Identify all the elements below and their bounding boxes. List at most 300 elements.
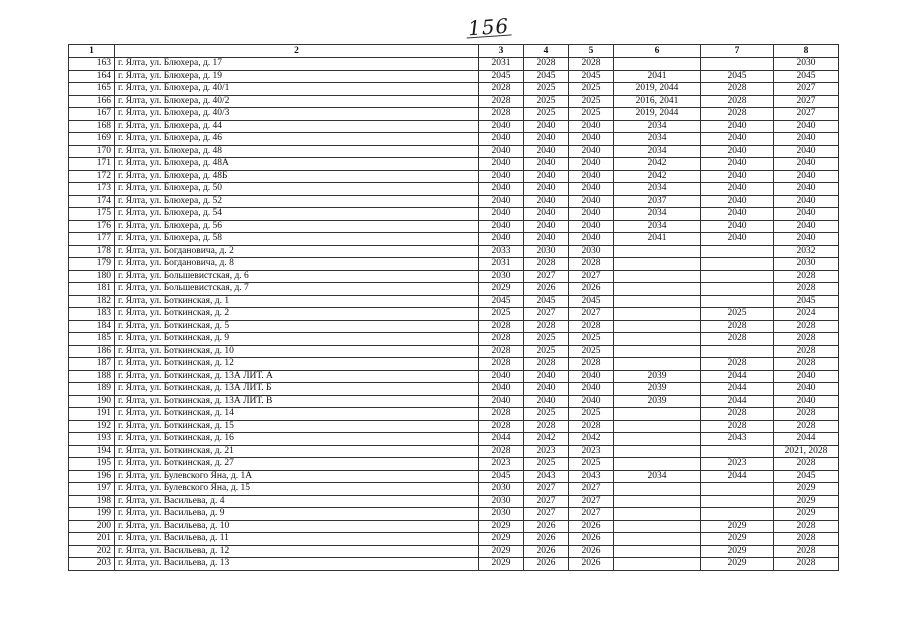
page-number: 156	[467, 13, 510, 41]
year-col-5-cell: 2028	[569, 58, 614, 71]
table-row	[69, 70, 839, 83]
year-col-5-cell: 2040	[569, 383, 614, 396]
year-col-5-cell: 2043	[569, 470, 614, 483]
year-col-5-cell: 2028	[569, 420, 614, 433]
year-col-8-cell: 2028	[774, 345, 839, 358]
year-col-6-cell: 2034	[614, 133, 701, 146]
year-col-5-cell: 2025	[569, 108, 614, 121]
year-col-4-cell: 2025	[524, 333, 569, 346]
year-col-6-cell	[614, 483, 701, 496]
year-col-7-cell	[701, 345, 774, 358]
year-col-5-cell: 2040	[569, 370, 614, 383]
address-cell: г. Ялта, ул. Блюхера, д. 48Б	[115, 170, 479, 183]
year-col-5-cell: 2040	[569, 133, 614, 146]
year-col-4-cell: 2026	[524, 545, 569, 558]
year-col-7-cell	[701, 283, 774, 296]
year-col-4-cell: 2025	[524, 345, 569, 358]
year-col-3-cell: 2040	[479, 233, 524, 246]
address-cell: г. Ялта, ул. Боткинская, д. 13А ЛИТ. А	[115, 370, 479, 383]
year-col-7-cell: 2029	[701, 558, 774, 571]
year-col-6-cell: 2041	[614, 70, 701, 83]
row-number-cell: 174	[69, 195, 115, 208]
year-col-3-cell: 2030	[479, 508, 524, 521]
year-col-8-cell: 2028	[774, 408, 839, 421]
year-col-6-cell: 2039	[614, 395, 701, 408]
year-col-3-cell: 2028	[479, 95, 524, 108]
year-col-6-cell	[614, 520, 701, 533]
address-cell: г. Ялта, ул. Васильева, д. 12	[115, 545, 479, 558]
row-number-cell: 180	[69, 270, 115, 283]
year-col-4-cell: 2040	[524, 383, 569, 396]
year-col-5-cell: 2026	[569, 545, 614, 558]
year-col-6-cell	[614, 408, 701, 421]
year-col-8-cell: 2040	[774, 158, 839, 171]
year-col-4-cell: 2026	[524, 558, 569, 571]
year-col-6-cell	[614, 245, 701, 258]
year-col-7-cell: 2043	[701, 433, 774, 446]
year-col-3-cell: 2044	[479, 433, 524, 446]
address-cell: г. Ялта, ул. Большевистская, д. 6	[115, 270, 479, 283]
table-row	[69, 370, 839, 383]
row-number-cell: 163	[69, 58, 115, 71]
table-row	[69, 358, 839, 371]
register-table	[68, 44, 839, 571]
year-col-6-cell	[614, 420, 701, 433]
year-col-8-cell: 2045	[774, 470, 839, 483]
year-col-6-cell: 2039	[614, 383, 701, 396]
year-col-8-cell: 2028	[774, 533, 839, 546]
year-col-7-cell: 2044	[701, 470, 774, 483]
year-col-4-cell: 2025	[524, 458, 569, 471]
table-row	[69, 558, 839, 571]
row-number-cell: 169	[69, 133, 115, 146]
year-col-4-cell: 2040	[524, 220, 569, 233]
table-row	[69, 320, 839, 333]
column-header: 5	[569, 45, 614, 58]
address-cell: г. Ялта, ул. Блюхера, д. 40/3	[115, 108, 479, 121]
address-cell: г. Ялта, ул. Васильева, д. 13	[115, 558, 479, 571]
year-col-4-cell: 2028	[524, 258, 569, 271]
table-row	[69, 183, 839, 196]
row-number-cell: 186	[69, 345, 115, 358]
row-number-cell: 187	[69, 358, 115, 371]
row-number-cell: 202	[69, 545, 115, 558]
table-row	[69, 208, 839, 221]
year-col-4-cell: 2027	[524, 483, 569, 496]
year-col-3-cell: 2025	[479, 308, 524, 321]
year-col-6-cell	[614, 258, 701, 271]
year-col-4-cell: 2028	[524, 358, 569, 371]
row-number-cell: 197	[69, 483, 115, 496]
year-col-6-cell	[614, 270, 701, 283]
table-row	[69, 245, 839, 258]
year-col-7-cell: 2028	[701, 408, 774, 421]
year-col-6-cell: 2034	[614, 183, 701, 196]
year-col-5-cell: 2040	[569, 395, 614, 408]
row-number-cell: 168	[69, 120, 115, 133]
year-col-3-cell: 2031	[479, 258, 524, 271]
address-cell: г. Ялта, ул. Большевистская, д. 7	[115, 283, 479, 296]
year-col-8-cell: 2027	[774, 95, 839, 108]
year-col-8-cell: 2028	[774, 333, 839, 346]
year-col-4-cell: 2045	[524, 70, 569, 83]
table-row	[69, 445, 839, 458]
year-col-3-cell: 2029	[479, 283, 524, 296]
year-col-7-cell: 2028	[701, 333, 774, 346]
year-col-7-cell: 2040	[701, 220, 774, 233]
year-col-5-cell: 2025	[569, 408, 614, 421]
year-col-5-cell: 2030	[569, 245, 614, 258]
year-col-6-cell: 2039	[614, 370, 701, 383]
year-col-4-cell: 2026	[524, 533, 569, 546]
year-col-4-cell: 2027	[524, 270, 569, 283]
address-cell: г. Ялта, ул. Блюхера, д. 54	[115, 208, 479, 221]
row-number-cell: 184	[69, 320, 115, 333]
address-cell: г. Ялта, ул. Блюхера, д. 40/1	[115, 83, 479, 96]
year-col-5-cell: 2025	[569, 458, 614, 471]
year-col-3-cell: 2029	[479, 558, 524, 571]
year-col-7-cell	[701, 445, 774, 458]
row-number-cell: 167	[69, 108, 115, 121]
year-col-7-cell	[701, 245, 774, 258]
table-row	[69, 195, 839, 208]
row-number-cell: 173	[69, 183, 115, 196]
year-col-6-cell: 2034	[614, 208, 701, 221]
year-col-3-cell: 2040	[479, 145, 524, 158]
year-col-6-cell	[614, 458, 701, 471]
table-row	[69, 383, 839, 396]
year-col-8-cell: 2030	[774, 258, 839, 271]
year-col-7-cell: 2028	[701, 320, 774, 333]
year-col-8-cell: 2028	[774, 458, 839, 471]
year-col-3-cell: 2029	[479, 520, 524, 533]
year-col-3-cell: 2028	[479, 108, 524, 121]
year-col-7-cell	[701, 270, 774, 283]
year-col-7-cell: 2040	[701, 158, 774, 171]
year-col-5-cell: 2027	[569, 495, 614, 508]
year-col-3-cell: 2030	[479, 483, 524, 496]
year-col-4-cell: 2040	[524, 395, 569, 408]
year-col-5-cell: 2040	[569, 208, 614, 221]
year-col-4-cell: 2040	[524, 370, 569, 383]
year-col-5-cell: 2027	[569, 483, 614, 496]
year-col-5-cell: 2040	[569, 170, 614, 183]
year-col-8-cell: 2028	[774, 358, 839, 371]
table-row	[69, 483, 839, 496]
year-col-6-cell: 2042	[614, 158, 701, 171]
year-col-8-cell: 2040	[774, 220, 839, 233]
year-col-8-cell: 2030	[774, 58, 839, 71]
year-col-8-cell: 2029	[774, 495, 839, 508]
row-number-cell: 170	[69, 145, 115, 158]
year-col-6-cell	[614, 495, 701, 508]
year-col-8-cell: 2040	[774, 133, 839, 146]
year-col-5-cell: 2042	[569, 433, 614, 446]
year-col-7-cell: 2028	[701, 83, 774, 96]
year-col-7-cell: 2023	[701, 458, 774, 471]
address-cell: г. Ялта, ул. Боткинская, д. 27	[115, 458, 479, 471]
year-col-8-cell: 2040	[774, 395, 839, 408]
address-cell: г. Ялта, ул. Блюхера, д. 58	[115, 233, 479, 246]
year-col-5-cell: 2045	[569, 295, 614, 308]
row-number-cell: 189	[69, 383, 115, 396]
year-col-5-cell: 2040	[569, 120, 614, 133]
table-row	[69, 133, 839, 146]
table-row	[69, 520, 839, 533]
year-col-4-cell: 2025	[524, 83, 569, 96]
row-number-cell: 194	[69, 445, 115, 458]
year-col-3-cell: 2029	[479, 545, 524, 558]
column-header: 2	[115, 45, 479, 58]
year-col-3-cell: 2040	[479, 120, 524, 133]
table-row	[69, 170, 839, 183]
year-col-3-cell: 2040	[479, 395, 524, 408]
year-col-5-cell: 2027	[569, 308, 614, 321]
year-col-4-cell: 2040	[524, 233, 569, 246]
year-col-4-cell: 2025	[524, 408, 569, 421]
year-col-7-cell: 2040	[701, 233, 774, 246]
address-cell: г. Ялта, ул. Блюхера, д. 48	[115, 145, 479, 158]
year-col-7-cell: 2040	[701, 183, 774, 196]
column-header: 7	[701, 45, 774, 58]
year-col-3-cell: 2028	[479, 445, 524, 458]
year-col-5-cell: 2025	[569, 333, 614, 346]
year-col-6-cell	[614, 533, 701, 546]
year-col-5-cell: 2025	[569, 345, 614, 358]
row-number-cell: 199	[69, 508, 115, 521]
table-body	[69, 58, 839, 571]
table-row	[69, 120, 839, 133]
address-cell: г. Ялта, ул. Васильева, д. 10	[115, 520, 479, 533]
year-col-5-cell: 2040	[569, 195, 614, 208]
row-number-cell: 191	[69, 408, 115, 421]
year-col-3-cell: 2040	[479, 183, 524, 196]
row-number-cell: 165	[69, 83, 115, 96]
year-col-8-cell: 2029	[774, 508, 839, 521]
year-col-7-cell	[701, 483, 774, 496]
year-col-3-cell: 2023	[479, 458, 524, 471]
year-col-3-cell: 2040	[479, 158, 524, 171]
table-row	[69, 545, 839, 558]
table-row	[69, 408, 839, 421]
year-col-3-cell: 2028	[479, 420, 524, 433]
year-col-4-cell: 2027	[524, 495, 569, 508]
table-row	[69, 508, 839, 521]
year-col-6-cell: 2037	[614, 195, 701, 208]
year-col-5-cell: 2040	[569, 145, 614, 158]
year-col-8-cell: 2028	[774, 545, 839, 558]
year-col-7-cell	[701, 508, 774, 521]
year-col-6-cell: 2019, 2044	[614, 108, 701, 121]
address-cell: г. Ялта, ул. Булевского Яна, д. 1А	[115, 470, 479, 483]
row-number-cell: 196	[69, 470, 115, 483]
table-row	[69, 283, 839, 296]
year-col-5-cell: 2023	[569, 445, 614, 458]
year-col-7-cell	[701, 495, 774, 508]
row-number-cell: 164	[69, 70, 115, 83]
year-col-6-cell	[614, 508, 701, 521]
year-col-6-cell: 2034	[614, 120, 701, 133]
year-col-4-cell: 2026	[524, 283, 569, 296]
address-cell: г. Ялта, ул. Блюхера, д. 17	[115, 58, 479, 71]
row-number-cell: 182	[69, 295, 115, 308]
row-number-cell: 175	[69, 208, 115, 221]
year-col-5-cell: 2040	[569, 183, 614, 196]
row-number-cell: 190	[69, 395, 115, 408]
table-row	[69, 433, 839, 446]
address-cell: г. Ялта, ул. Боткинская, д. 2	[115, 308, 479, 321]
year-col-8-cell: 2040	[774, 170, 839, 183]
year-col-5-cell: 2026	[569, 283, 614, 296]
row-number-cell: 171	[69, 158, 115, 171]
table-row	[69, 345, 839, 358]
row-number-cell: 193	[69, 433, 115, 446]
address-cell: г. Ялта, ул. Блюхера, д. 50	[115, 183, 479, 196]
year-col-6-cell: 2019, 2044	[614, 83, 701, 96]
year-col-3-cell: 2045	[479, 70, 524, 83]
year-col-7-cell: 2040	[701, 133, 774, 146]
year-col-3-cell: 2028	[479, 320, 524, 333]
year-col-6-cell	[614, 345, 701, 358]
row-number-cell: 179	[69, 258, 115, 271]
year-col-5-cell: 2028	[569, 358, 614, 371]
year-col-8-cell: 2027	[774, 108, 839, 121]
year-col-7-cell	[701, 295, 774, 308]
column-header: 1	[69, 45, 115, 58]
year-col-5-cell: 2025	[569, 83, 614, 96]
year-col-4-cell: 2040	[524, 208, 569, 221]
year-col-6-cell	[614, 283, 701, 296]
table-row	[69, 95, 839, 108]
year-col-8-cell: 2044	[774, 433, 839, 446]
table-row	[69, 258, 839, 271]
year-col-4-cell: 2043	[524, 470, 569, 483]
year-col-4-cell: 2028	[524, 320, 569, 333]
address-cell: г. Ялта, ул. Боткинская, д. 14	[115, 408, 479, 421]
year-col-3-cell: 2029	[479, 533, 524, 546]
address-cell: г. Ялта, ул. Булевского Яна, д. 15	[115, 483, 479, 496]
year-col-4-cell: 2040	[524, 195, 569, 208]
year-col-8-cell: 2040	[774, 120, 839, 133]
year-col-6-cell	[614, 308, 701, 321]
year-col-7-cell	[701, 258, 774, 271]
year-col-5-cell: 2026	[569, 558, 614, 571]
table-row	[69, 308, 839, 321]
year-col-6-cell: 2034	[614, 470, 701, 483]
year-col-8-cell: 2040	[774, 370, 839, 383]
year-col-7-cell: 2044	[701, 370, 774, 383]
year-col-3-cell: 2040	[479, 370, 524, 383]
year-col-5-cell: 2026	[569, 520, 614, 533]
year-col-6-cell: 2016, 2041	[614, 95, 701, 108]
year-col-5-cell: 2026	[569, 533, 614, 546]
row-number-cell: 181	[69, 283, 115, 296]
table-row	[69, 420, 839, 433]
year-col-5-cell: 2028	[569, 258, 614, 271]
address-cell: г. Ялта, ул. Боткинская, д. 16	[115, 433, 479, 446]
table-row	[69, 233, 839, 246]
address-cell: г. Ялта, ул. Боткинская, д. 12	[115, 358, 479, 371]
year-col-7-cell: 2029	[701, 545, 774, 558]
table-row	[69, 533, 839, 546]
row-number-cell: 177	[69, 233, 115, 246]
year-col-7-cell: 2025	[701, 308, 774, 321]
year-col-5-cell: 2040	[569, 233, 614, 246]
table-row	[69, 83, 839, 96]
year-col-3-cell: 2040	[479, 208, 524, 221]
year-col-7-cell	[701, 58, 774, 71]
year-col-6-cell	[614, 445, 701, 458]
year-col-7-cell: 2028	[701, 358, 774, 371]
address-cell: г. Ялта, ул. Богдановича, д. 2	[115, 245, 479, 258]
year-col-3-cell: 2028	[479, 408, 524, 421]
address-cell: г. Ялта, ул. Блюхера, д. 46	[115, 133, 479, 146]
year-col-7-cell: 2029	[701, 520, 774, 533]
year-col-8-cell: 2040	[774, 208, 839, 221]
year-col-4-cell: 2025	[524, 108, 569, 121]
year-col-4-cell: 2040	[524, 133, 569, 146]
column-header: 8	[774, 45, 839, 58]
row-number-cell: 172	[69, 170, 115, 183]
year-col-7-cell: 2040	[701, 170, 774, 183]
row-number-cell: 195	[69, 458, 115, 471]
year-col-8-cell: 2040	[774, 183, 839, 196]
year-col-7-cell: 2040	[701, 120, 774, 133]
year-col-6-cell	[614, 433, 701, 446]
year-col-6-cell	[614, 320, 701, 333]
year-col-5-cell: 2027	[569, 270, 614, 283]
address-cell: г. Ялта, ул. Блюхера, д. 52	[115, 195, 479, 208]
year-col-4-cell: 2028	[524, 420, 569, 433]
year-col-8-cell: 2040	[774, 383, 839, 396]
year-col-4-cell: 2040	[524, 120, 569, 133]
year-col-4-cell: 2040	[524, 145, 569, 158]
row-number-cell: 183	[69, 308, 115, 321]
year-col-8-cell: 2021, 2028	[774, 445, 839, 458]
year-col-7-cell: 2040	[701, 208, 774, 221]
year-col-7-cell: 2040	[701, 145, 774, 158]
year-col-8-cell: 2040	[774, 145, 839, 158]
address-cell: г. Ялта, ул. Васильева, д. 11	[115, 533, 479, 546]
row-number-cell: 185	[69, 333, 115, 346]
year-col-7-cell: 2044	[701, 383, 774, 396]
address-cell: г. Ялта, ул. Блюхера, д. 40/2	[115, 95, 479, 108]
year-col-5-cell: 2040	[569, 220, 614, 233]
year-col-7-cell: 2028	[701, 95, 774, 108]
address-cell: г. Ялта, ул. Блюхера, д. 19	[115, 70, 479, 83]
address-cell: г. Ялта, ул. Боткинская, д. 13А ЛИТ. В	[115, 395, 479, 408]
row-number-cell: 188	[69, 370, 115, 383]
year-col-4-cell: 2040	[524, 183, 569, 196]
year-col-5-cell: 2040	[569, 158, 614, 171]
row-number-cell: 192	[69, 420, 115, 433]
table-row	[69, 470, 839, 483]
year-col-3-cell: 2030	[479, 495, 524, 508]
year-col-3-cell: 2030	[479, 270, 524, 283]
year-col-6-cell	[614, 333, 701, 346]
year-col-4-cell: 2040	[524, 158, 569, 171]
year-col-4-cell: 2045	[524, 295, 569, 308]
year-col-8-cell: 2028	[774, 270, 839, 283]
year-col-6-cell: 2042	[614, 170, 701, 183]
year-col-5-cell: 2027	[569, 508, 614, 521]
row-number-cell: 200	[69, 520, 115, 533]
address-cell: г. Ялта, ул. Боткинская, д. 13А ЛИТ. Б	[115, 383, 479, 396]
year-col-4-cell: 2042	[524, 433, 569, 446]
address-cell: г. Ялта, ул. Васильева, д. 4	[115, 495, 479, 508]
year-col-7-cell: 2044	[701, 395, 774, 408]
year-col-3-cell: 2031	[479, 58, 524, 71]
